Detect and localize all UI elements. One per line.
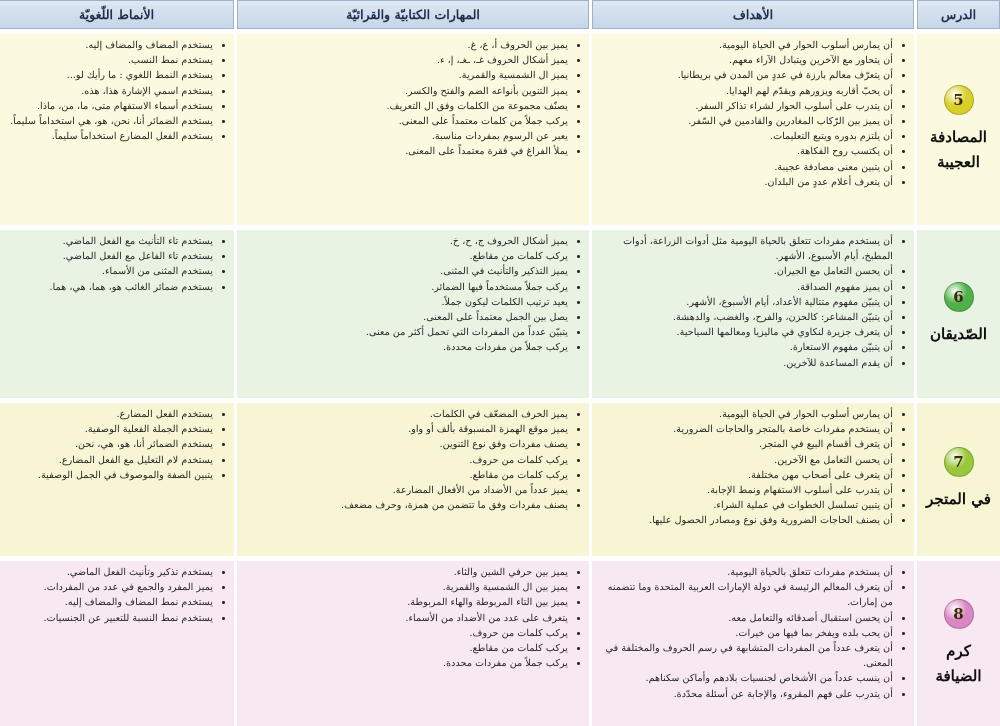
goals-list-item: • أن يتبيّن مفهوم الاستعارة. — [598, 340, 893, 355]
patterns-list-item: • يميز المفرد والجمع في عدد من المفردات. — [5, 580, 213, 595]
patterns-list-item: • يستخدم الضمائر أنا، نحن، هو، هي استخداماً سليماً. — [5, 114, 213, 129]
skills-list-item: • يميز التذكير والتأنيث في المثنى. — [243, 264, 568, 279]
goals-list — [598, 565, 907, 702]
skills-list-item: • يركب جملاً من مفردات محددة. — [243, 656, 568, 671]
patterns-cell — [0, 561, 234, 726]
patterns-cell — [0, 230, 234, 398]
skills-list-item: • يميز ال الشمسية والقمرية. — [243, 68, 568, 83]
goals-list — [598, 38, 907, 190]
patterns-list-item: • يستخدم نمط النسب. — [5, 53, 213, 68]
skills-list-item: • يصنّف مجموعة من الكلمات وفق ال التعريف. — [243, 99, 568, 114]
patterns-list — [5, 407, 227, 483]
skills-list-item: • يميز موقع الهمزة المسبوقة بألف أو واو. — [243, 422, 568, 437]
goals-list — [598, 234, 907, 371]
goals-list-item: • أن يستخدم مفردات تتعلق بالحياة اليومية. — [598, 565, 893, 580]
skills-list-item: • يصنف مفردات وفق نوع التنوين. — [243, 437, 568, 452]
goals-list-item: • أن يتعرف أقسام البيع في المتجر. — [598, 437, 893, 452]
patterns-list-item: • يستخدم النمط اللغوي : ما رأيك لو... — [5, 68, 213, 83]
lesson-number-badge: 7 — [944, 447, 974, 477]
skills-list-item: • يصنف مفردات وفق ما تتضمن من همزة، وحرف مضعف. — [243, 498, 568, 513]
patterns-list-item: • يستخدم المثنى من الأسماء. — [5, 264, 213, 279]
lesson-title: الصّديقان — [930, 324, 987, 343]
skills-list-item: • يتعرف على عدد من الأضداد من الأسماء. — [243, 611, 568, 626]
goals-list-item: • أن يحسن استقبال أصدقائه والتعامل معه. — [598, 611, 893, 626]
patterns-list-item: • يستخدم نمط النسبة للتعبير عن الجنسيات. — [5, 611, 213, 626]
patterns-list-item: • يستخدم الفعل المضارع استخداماً سليماً. — [5, 129, 213, 144]
patterns-cell — [0, 403, 234, 556]
lesson-cell — [917, 561, 1000, 726]
goals-list-item: • أن يستخدم مفردات تتعلق بالحياة اليومية مثل أدوات الزراعة، أدوات المطبخ، أيام الأسبوع، الأشهر. — [598, 234, 893, 264]
goals-cell — [592, 403, 914, 556]
goals-list-item: • أن يتدرب على أسلوب الاستفهام ونمط الإجابة. — [598, 483, 893, 498]
skills-list-item: • يركب كلمات من مقاطع. — [243, 641, 568, 656]
goals-list-item: • أن يقدم المساعدة للآخرين. — [598, 356, 893, 371]
patterns-list-item: • يستخدم تاء التأنيث مع الفعل الماضي. — [5, 234, 213, 249]
goals-list-item: • أن يتدرب على أسلوب الحوار لشراء تذاكر السفر. — [598, 99, 893, 114]
header-goals: الأهداف — [592, 0, 914, 29]
goals-list — [598, 407, 907, 529]
patterns-list-item: • يستخدم نمط المضاف والمضاف إليه. — [5, 595, 213, 610]
goals-list-item: • أن يتبين تسلسل الخطوات في عملية الشراء. — [598, 498, 893, 513]
patterns-list-item: • يستخدم أسماء الاستفهام متى، ما، من، ماذا. — [5, 99, 213, 114]
skills-cell — [237, 561, 589, 726]
patterns-list — [5, 565, 227, 626]
goals-list-item: • أن يتبيّن مفهوم متتالية الأعداد، أيام الأسبوع، الأشهر. — [598, 295, 893, 310]
skills-list-item: • يميز بين الحروف أ، ع، غ. — [243, 38, 568, 53]
goals-list-item: • أن يتعرف عدداً من المفردات المتشابهة في رسم الحروف والمختلفة في المعنى. — [598, 641, 893, 671]
skills-list-item: • يميز التنوين بأنواعه الضم والفتح والكسر. — [243, 84, 568, 99]
patterns-list-item: • يستخدم الفعل المضارع. — [5, 407, 213, 422]
skills-list-item: • يميز عدداً من الأضداد من الأفعال المضارعة. — [243, 483, 568, 498]
header-patterns: الأنماط اللّغويّة — [0, 0, 234, 29]
patterns-list-item: • يستخدم لام التعليل مع الفعل المضارع. — [5, 453, 213, 468]
lesson-title: المصادفة العجيبة — [930, 127, 987, 171]
goals-cell — [592, 561, 914, 726]
skills-list-item: • يميز بين التاء المربوطة والهاء المربوطة. — [243, 595, 568, 610]
skills-list — [243, 565, 582, 671]
lesson-number-badge: 6 — [944, 282, 974, 312]
skills-list-item: • يتبيّن عدداً من المفردات التي تحمل أكثر من معنى. — [243, 325, 568, 340]
skills-list-item: • يركب كلمات من مقاطع. — [243, 468, 568, 483]
skills-list-item: • يركب جملاً من مفردات محددة. — [243, 340, 568, 355]
skills-list-item: • يركب جملاً من كلمات معتمداً على المعنى. — [243, 114, 568, 129]
skills-list-item: • يعيد ترتيب الكلمات ليكون جملاً. — [243, 295, 568, 310]
goals-list-item: • أن يميز مفهوم الصداقة. — [598, 280, 893, 295]
skills-list-item: • يركب كلمات من حروف. — [243, 626, 568, 641]
patterns-list-item: • يستخدم الضمائر أنا، هو، هي، نحن. — [5, 437, 213, 452]
skills-list-item: • يملأ الفراغ في فقرة معتمداً على المعنى. — [243, 144, 568, 159]
goals-list-item: • أن ينسب عدداً من الأشخاص لجنسيات بلادهم وأماكن سكناهم. — [598, 671, 893, 686]
lesson-cell — [917, 403, 1000, 556]
goals-list-item: • أن يتعرف على أصحاب مهن مختلفة. — [598, 468, 893, 483]
goals-list-item: • أن يتدرب على فهم المقروء، والإجابة عن أسئلة محدّدة. — [598, 687, 893, 702]
skills-list-item: • يركب جملاً مستخدماً فيها الضمائر. — [243, 280, 568, 295]
skills-list — [243, 407, 582, 513]
patterns-list-item: • يستخدم تاء الفاعل مع الفعل الماضي. — [5, 249, 213, 264]
skills-list — [243, 234, 582, 356]
skills-list-item: • يميز بين ال الشمسية والقمرية. — [243, 580, 568, 595]
lesson-cell — [917, 34, 1000, 225]
patterns-list-item: • يستخدم المضاف والمضاف إليه. — [5, 38, 213, 53]
skills-list-item: • يميز أشكال الحروف غـ، ـغـ، إ، ء. — [243, 53, 568, 68]
goals-list-item: • أن يتعرّف معالم بارزة في عددٍ من المدن في بريطانيا. — [598, 68, 893, 83]
skills-list — [243, 38, 582, 160]
patterns-list-item: • يستخدم اسمي الإشارة هذا، هذه. — [5, 84, 213, 99]
goals-list-item: • أن يمارس أسلوب الحوار في الحياة اليومية. — [598, 38, 893, 53]
goals-list-item: • أن يلتزم بدوره ويتبع التعليمات. — [598, 129, 893, 144]
skills-cell — [237, 34, 589, 225]
header-lesson: الدرس — [917, 0, 1000, 29]
patterns-list — [5, 38, 227, 144]
patterns-list-item: • يستخدم الجملة الفعلية الوصفية. — [5, 422, 213, 437]
goals-list-item: • أن يحسن التعامل مع الجيران. — [598, 264, 893, 279]
goals-list-item: • أن يصنف الحاجات الضرورية وفق نوع ومصادر الحصول عليها. — [598, 513, 893, 528]
goals-cell — [592, 230, 914, 398]
goals-list-item: • أن يتحاور مع الآخرين ويتبادل الآراء معهم. — [598, 53, 893, 68]
goals-list-item: • أن يميز بين الرّكاب المغادرين والقادمين في السّفر. — [598, 114, 893, 129]
skills-list-item: • يركب كلمات من مقاطع. — [243, 249, 568, 264]
skills-list-item: • يميز بين حرفي الشين والثاء. — [243, 565, 568, 580]
header-skills: المهارات الكتابيّة والقرائيّة — [237, 0, 589, 29]
skills-list-item: • يميز الحرف المضعّف في الكلمات. — [243, 407, 568, 422]
patterns-list-item: • يتبين الصفة والموصوف في الجمل الوصفية. — [5, 468, 213, 483]
patterns-list-item: • يستخدم ضمائر الغائب هو، هما، هي، هما. — [5, 280, 213, 295]
patterns-list-item: • يستخدم تذكير وتأنيث الفعل الماضي. — [5, 565, 213, 580]
goals-list-item: • أن يحب بلده ويفخر بما فيها من خيرات. — [598, 626, 893, 641]
skills-list-item: • يصل بين الجمل معتمداً على المعنى. — [243, 310, 568, 325]
goals-list-item: • أن يحسن التعامل مع الآخرين. — [598, 453, 893, 468]
skills-list-item: • يميز أشكال الحروف ج، ح، خ. — [243, 234, 568, 249]
goals-list-item: • أن يتعرف جزيرة لنكاوي في ماليزيا ومعالمها السياحية. — [598, 325, 893, 340]
goals-cell — [592, 34, 914, 225]
patterns-cell — [0, 34, 234, 225]
skills-cell — [237, 230, 589, 398]
lesson-number-badge: 5 — [944, 85, 974, 115]
skills-list-item: • يعبر عن الرسوم بمفردات مناسبة. — [243, 129, 568, 144]
goals-list-item: • أن يستخدم مفردات خاصة بالمتجر والحاجات الضرورية. — [598, 422, 893, 437]
lesson-number-badge: 8 — [944, 599, 974, 629]
goals-list-item: • أن يتبيّن المشاعر: كالحزن، والفرح، والغضب، والدهشة. — [598, 310, 893, 325]
skills-list-item: • يركب كلمات من حروف. — [243, 453, 568, 468]
goals-list-item: • أن يحبّ أقاربه ويزورهم ويقدّم لهم الهدايا. — [598, 84, 893, 99]
lesson-title: كرم الضيافة — [935, 641, 982, 685]
goals-list-item: • أن يتعرف أعلام عددٍ من البلدان. — [598, 175, 893, 190]
goals-list-item: • أن يمارس أسلوب الحوار في الحياة اليومية. — [598, 407, 893, 422]
lesson-cell — [917, 230, 1000, 398]
patterns-list — [5, 234, 227, 295]
goals-list-item: • أن يكتسب روح الفكاهة. — [598, 144, 893, 159]
lesson-title: في المتجر — [926, 490, 991, 508]
skills-cell — [237, 403, 589, 556]
goals-list-item: • أن يتبين معنى مصادفة عجيبة. — [598, 160, 893, 175]
goals-list-item: • أن يتعرف المعالم الرئيسة في دولة الإمارات العربية المتحدة وما تتضمنه من إمارات. — [598, 580, 893, 610]
